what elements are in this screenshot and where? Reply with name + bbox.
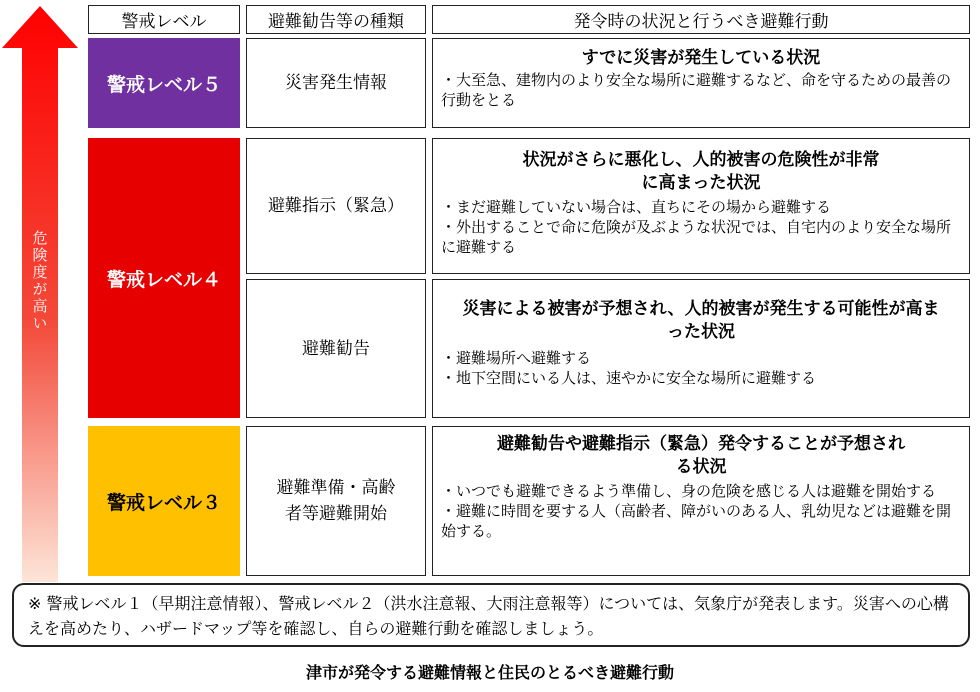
figure-caption: 津市が発令する避難情報と住民のとるべき避難行動: [305, 663, 674, 682]
action-cell-evac-advisory: [432, 279, 970, 418]
note-text: ※ 警戒レベル１（早期注意情報）、警戒レベル２（洪水注意報、大雨注意報等）については、気象庁が発表します。災害への心構えを高めたり、ハザードマップ等を確認し、自らの避難行動を確認しましょう。: [28, 594, 949, 638]
action-bullet: ・外出することで命に危険が及ぶような状況では、自宅内のより安全な場所に避難する: [441, 218, 952, 256]
action-bullet: ・大至急、建物内のより安全な場所に避難するなど、命を守るための最善の行動をとる: [441, 71, 952, 109]
header-level: 警戒レベル: [88, 5, 240, 34]
type-cell-evacuation-order: 避難指示（緊急）: [246, 138, 426, 274]
situation-heading: 災害による被害が予想され、人的被害が発生する可能性が高まった状況: [462, 299, 940, 342]
action-cell-level5: [432, 38, 970, 128]
header-type: 避難勧告等の種類: [246, 5, 426, 34]
action-bullet: ・地下空間にいる人は、速やかに安全な場所に避難する: [441, 369, 817, 387]
level-4-block: 警戒レベル４: [88, 138, 240, 418]
header-action: 発令時の状況と行うべき避難行動: [432, 5, 970, 34]
type-cell-evacuation-advisory: 避難勧告: [246, 279, 426, 418]
note-box: [12, 583, 970, 647]
type-cell-evacuation-preparation: 避難準備・高齢者等避難開始: [246, 426, 426, 576]
action-bullet: ・いつでも避難できるよう準備し、身の危険を感じる人は避難を開始する: [441, 482, 937, 500]
arrow-label: 危険度が高い: [30, 230, 49, 332]
action-bullet: ・避難に時間を要する人（高齢者、障がいのある人、乳幼児などは避難を開始する。: [441, 502, 952, 540]
level-5-block: 警戒レベル５: [88, 38, 240, 128]
situation-heading: 状況がさらに悪化し、人的被害の危険性が非常に高まった状況: [522, 150, 880, 193]
situation-heading: 避難勧告や避難指示（緊急）発令することが予想される状況: [497, 434, 905, 477]
situation-heading: すでに災害が発生している状況: [581, 48, 821, 68]
action-cell-evac-prep: [432, 426, 970, 576]
level-3-block: 警戒レベル３: [88, 426, 240, 576]
action-cell-evac-order: [432, 138, 970, 274]
action-bullet: ・まだ避難していない場合は、直ちにその場から避難する: [441, 198, 832, 216]
type-cell-disaster-info: 災害発生情報: [246, 38, 426, 128]
action-bullet: ・避難場所へ避難する: [441, 349, 592, 367]
